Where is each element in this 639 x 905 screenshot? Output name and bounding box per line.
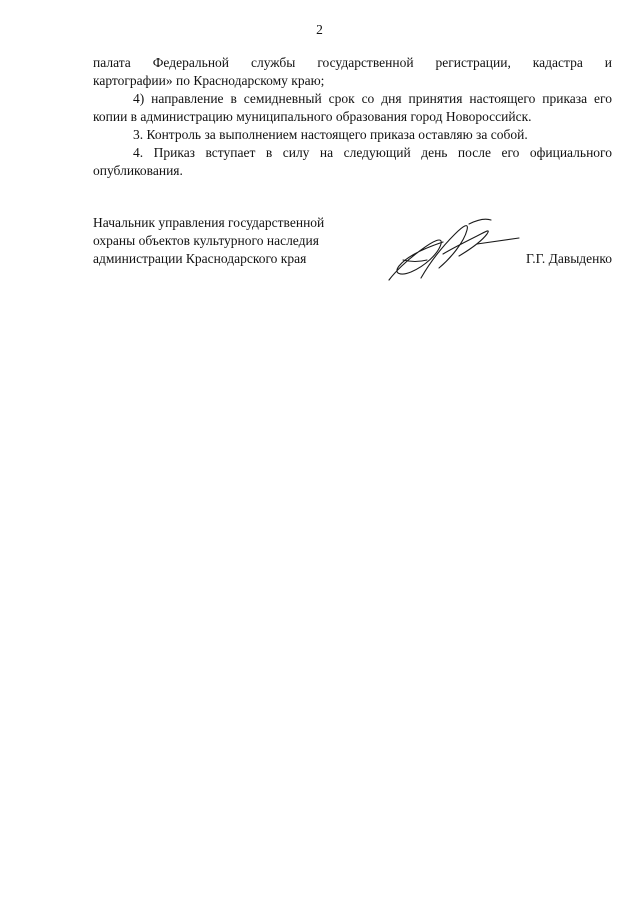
signer-title-line: Начальник управления государственной <box>93 215 325 230</box>
paragraph-item-4-direction: 4) направление в семидневный срок со дня принятия настоящего приказа его копии в администрацию муниципального образования город Новороссийск. <box>93 91 612 124</box>
paragraph-item-4-effective: 4. Приказ вступает в силу на следующий день после его официального опубликования. <box>93 145 612 178</box>
body-text <box>93 54 612 180</box>
signer-title-line: охраны объектов культурного наследия <box>93 233 319 248</box>
page-number: 2 <box>316 22 323 37</box>
signature-block <box>93 214 612 284</box>
paragraph-line: палата Федеральной службы государственной регистрации, кадастра и <box>93 55 612 70</box>
paragraph-continuation <box>93 54 612 90</box>
signer-title <box>93 214 373 268</box>
signer-title-line: администрации Краснодарского края <box>93 251 307 266</box>
paragraph-line: картографии» по Краснодарскому краю; <box>93 73 325 88</box>
signer-name: Г.Г. Давыденко <box>525 251 612 266</box>
handwritten-signature-icon <box>381 214 531 284</box>
paragraph-item-3-control: 3. Контроль за выполнением настоящего приказа оставляю за собой. <box>133 127 528 142</box>
